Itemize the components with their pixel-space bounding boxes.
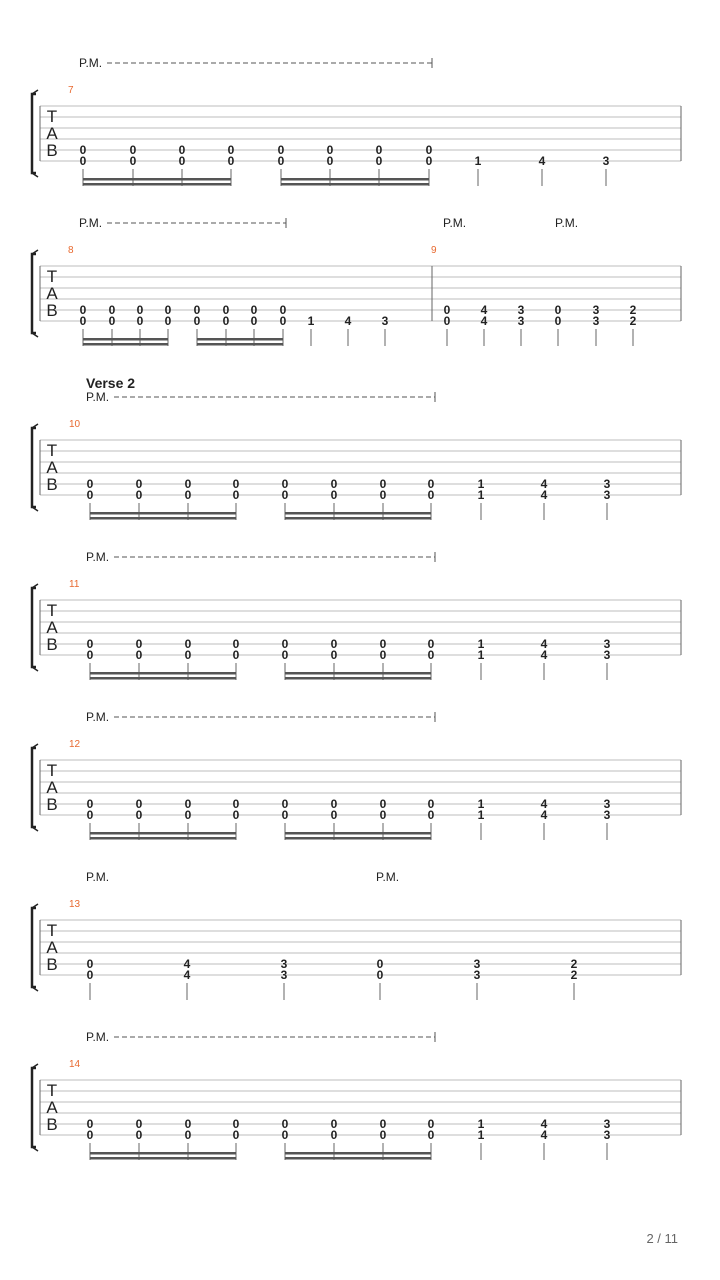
fret-number: 0 [330,808,338,822]
beam-primary [83,338,168,341]
system-bracket [32,1068,36,1147]
fret-number: 3 [381,314,389,328]
fret-number: 0 [443,314,451,328]
fret-number: 4 [183,957,191,971]
fret-number: 0 [136,303,144,317]
palm-mute-label: P.M. [86,710,110,724]
palm-mute-label: P.M. [555,216,579,230]
fret-number: 0 [86,957,94,971]
palm-mute-label: P.M. [443,216,467,230]
fret-number: 0 [227,143,235,157]
fret-number: 2 [629,314,637,328]
beam-primary [90,832,236,835]
measure-number: 11 [69,579,80,590]
tab-clef-letter: T [46,921,58,940]
system-bracket [32,254,36,333]
tab-clef-letter: T [46,1081,58,1100]
tab-clef-letter: A [46,284,58,303]
fret-number: 0 [427,1128,435,1142]
beam-secondary [90,837,236,840]
fret-number: 0 [135,637,143,651]
fret-number: 0 [427,648,435,662]
fret-number: 0 [135,648,143,662]
palm-mute-label: P.M. [86,870,110,884]
fret-number: 3 [603,648,611,662]
palm-mute-label: P.M. [376,870,400,884]
fret-number: 0 [184,488,192,502]
fret-number: 0 [443,303,451,317]
fret-number: 4 [540,1128,548,1142]
fret-number: 2 [629,303,637,317]
fret-number: 0 [427,637,435,651]
fret-number: 0 [222,303,230,317]
system-bracket [32,748,36,827]
measure-number: 12 [69,739,81,750]
fret-number: 0 [135,488,143,502]
beam-secondary [285,677,431,680]
page-indicator: 2 / 11 [646,1231,678,1246]
beam-primary [197,338,283,341]
fret-number: 0 [79,154,87,168]
fret-number: 0 [79,303,87,317]
fret-number: 3 [517,303,525,317]
tab-clef-letter: A [46,124,58,143]
fret-number: 0 [379,637,387,651]
fret-number: 2 [570,968,578,982]
palm-mute-label: P.M. [86,390,110,404]
fret-number: 3 [517,314,525,328]
fret-number: 0 [427,1117,435,1131]
fret-number: 3 [603,488,611,502]
fret-number: 0 [375,143,383,157]
fret-number: 0 [232,1128,240,1142]
fret-number: 1 [477,808,485,822]
fret-number: 1 [477,797,485,811]
fret-number: 0 [135,808,143,822]
beam-secondary [285,837,431,840]
tab-clef-letter: T [46,761,58,780]
fret-number: 0 [379,1117,387,1131]
fret-number: 0 [326,154,334,168]
fret-number: 0 [86,637,94,651]
beam-secondary [83,183,231,186]
fret-number: 0 [279,303,287,317]
beam-secondary [83,343,168,346]
fret-number: 0 [277,154,285,168]
beam-secondary [90,677,236,680]
fret-number: 0 [129,154,137,168]
tab-clef-letter: B [46,955,58,974]
fret-number: 0 [86,797,94,811]
fret-number: 0 [232,477,240,491]
beam-secondary [285,517,431,520]
fret-number: 0 [184,648,192,662]
fret-number: 1 [477,488,485,502]
fret-number: 0 [135,1117,143,1131]
fret-number: 0 [279,314,287,328]
fret-number: 0 [281,648,289,662]
tab-clef-letter: B [46,1115,58,1134]
fret-number: 0 [136,314,144,328]
system-bracket [32,908,36,987]
tab-clef-letter: T [46,107,58,126]
fret-number: 0 [427,477,435,491]
fret-number: 0 [164,303,172,317]
fret-number: 0 [375,154,383,168]
fret-number: 0 [379,808,387,822]
beam-primary [83,178,231,181]
fret-number: 0 [135,1128,143,1142]
fret-number: 0 [425,154,433,168]
beam-primary [285,1152,431,1155]
palm-mute-label: P.M. [86,550,110,564]
fret-number: 0 [232,637,240,651]
fret-number: 0 [554,314,562,328]
fret-number: 0 [184,808,192,822]
beam-primary [90,512,236,515]
fret-number: 0 [129,143,137,157]
fret-number: 0 [184,637,192,651]
fret-number: 1 [477,1128,485,1142]
fret-number: 3 [592,314,600,328]
fret-number: 0 [79,314,87,328]
fret-number: 0 [554,303,562,317]
fret-number: 0 [222,314,230,328]
fret-number: 0 [330,488,338,502]
beam-primary [285,512,431,515]
palm-mute-label: P.M. [79,216,103,230]
measure-number: 14 [69,1059,81,1070]
fret-number: 0 [193,303,201,317]
beam-secondary [197,343,283,346]
fret-number: 0 [108,303,116,317]
fret-number: 0 [425,143,433,157]
fret-number: 0 [281,488,289,502]
fret-number: 0 [232,808,240,822]
fret-number: 0 [227,154,235,168]
fret-number: 0 [86,968,94,982]
fret-number: 4 [540,808,548,822]
section-title: Verse 2 [86,375,136,391]
fret-number: 0 [250,303,258,317]
fret-number: 4 [540,637,548,651]
fret-number: 0 [376,968,384,982]
beam-primary [285,672,431,675]
fret-number: 3 [280,968,288,982]
tab-clef-letter: B [46,635,58,654]
fret-number: 0 [379,648,387,662]
measure-number: 13 [69,899,81,910]
tab-clef-letter: T [46,267,58,286]
fret-number: 0 [135,797,143,811]
fret-number: 0 [86,477,94,491]
fret-number: 1 [477,477,485,491]
fret-number: 0 [427,797,435,811]
fret-number: 0 [184,1117,192,1131]
fret-number: 4 [540,1117,548,1131]
tab-clef-letter: A [46,618,58,637]
tab-clef-letter: B [46,141,58,160]
system-bracket [32,588,36,667]
palm-mute-label: P.M. [86,1030,110,1044]
beam-secondary [90,1157,236,1160]
fret-number: 0 [232,488,240,502]
fret-number: 0 [232,797,240,811]
fret-number: 0 [281,477,289,491]
fret-number: 3 [603,1117,611,1131]
beam-secondary [281,183,429,186]
tab-clef-letter: B [46,795,58,814]
measure-number: 8 [68,245,74,256]
fret-number: 0 [379,797,387,811]
tab-clef-letter: B [46,301,58,320]
fret-number: 3 [603,1128,611,1142]
fret-number: 0 [86,808,94,822]
fret-number: 0 [330,637,338,651]
fret-number: 4 [480,303,488,317]
fret-number: 0 [427,488,435,502]
beam-primary [281,178,429,181]
fret-number: 3 [603,477,611,491]
beam-primary [90,672,236,675]
fret-number: 0 [330,1117,338,1131]
fret-number: 0 [277,143,285,157]
tab-clef-letter: A [46,938,58,957]
fret-number: 2 [570,957,578,971]
fret-number: 4 [538,154,546,168]
fret-number: 4 [480,314,488,328]
fret-number: 3 [603,808,611,822]
fret-number: 0 [178,154,186,168]
fret-number: 3 [473,957,481,971]
measure-number: 10 [69,419,81,430]
fret-number: 0 [108,314,116,328]
fret-number: 1 [477,1117,485,1131]
fret-number: 1 [477,648,485,662]
tab-clef-letter: A [46,1098,58,1117]
fret-number: 4 [540,797,548,811]
fret-number: 0 [330,648,338,662]
beam-secondary [90,517,236,520]
tab-clef-letter: A [46,778,58,797]
palm-mute-label: P.M. [79,56,103,70]
fret-number: 0 [379,1128,387,1142]
beam-secondary [285,1157,431,1160]
fret-number: 0 [281,808,289,822]
fret-number: 0 [427,808,435,822]
fret-number: 0 [86,648,94,662]
fret-number: 4 [540,477,548,491]
fret-number: 0 [379,477,387,491]
beam-primary [90,1152,236,1155]
fret-number: 3 [473,968,481,982]
fret-number: 0 [184,797,192,811]
tab-clef-letter: B [46,475,58,494]
fret-number: 0 [86,1128,94,1142]
beam-primary [285,832,431,835]
fret-number: 0 [281,1128,289,1142]
fret-number: 0 [281,797,289,811]
fret-number: 4 [540,488,548,502]
fret-number: 3 [603,797,611,811]
fret-number: 0 [86,488,94,502]
fret-number: 0 [135,477,143,491]
fret-number: 0 [379,488,387,502]
fret-number: 0 [184,1128,192,1142]
tab-clef-letter: T [46,601,58,620]
fret-number: 0 [330,1128,338,1142]
fret-number: 0 [250,314,258,328]
fret-number: 0 [164,314,172,328]
fret-number: 3 [603,637,611,651]
system-bracket [32,428,36,507]
fret-number: 3 [592,303,600,317]
fret-number: 0 [281,1117,289,1131]
system-bracket [32,94,36,173]
fret-number: 0 [281,637,289,651]
fret-number: 0 [79,143,87,157]
fret-number: 4 [540,648,548,662]
measure-number: 9 [431,245,437,256]
fret-number: 0 [193,314,201,328]
fret-number: 0 [326,143,334,157]
fret-number: 1 [307,314,315,328]
measure-number: 7 [68,85,74,96]
fret-number: 3 [280,957,288,971]
fret-number: 0 [330,477,338,491]
fret-number: 0 [376,957,384,971]
fret-number: 0 [178,143,186,157]
fret-number: 3 [602,154,610,168]
fret-number: 0 [184,477,192,491]
fret-number: 0 [86,1117,94,1131]
fret-number: 0 [330,797,338,811]
fret-number: 0 [232,1117,240,1131]
fret-number: 0 [232,648,240,662]
fret-number: 1 [477,637,485,651]
tab-clef-letter: T [46,441,58,460]
fret-number: 4 [344,314,352,328]
fret-number: 1 [474,154,482,168]
fret-number: 4 [183,968,191,982]
tab-clef-letter: A [46,458,58,477]
